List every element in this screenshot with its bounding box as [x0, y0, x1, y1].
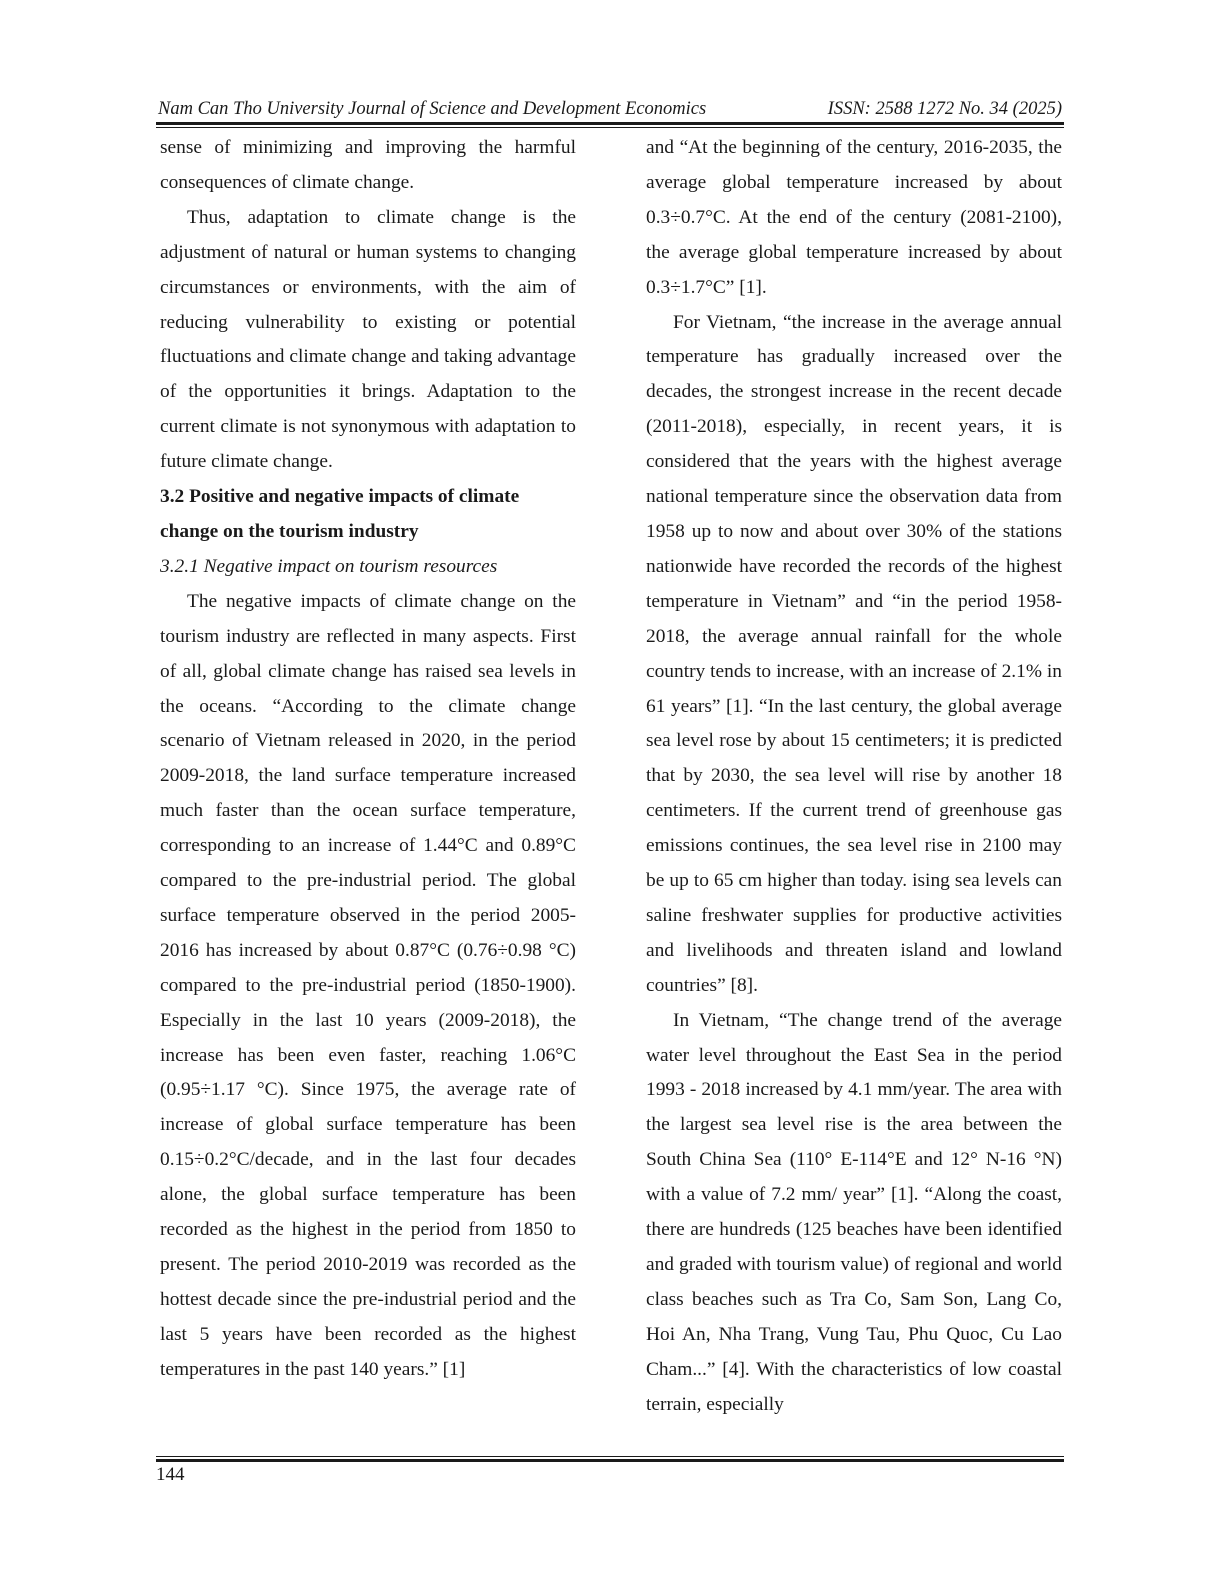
header-rule-thick: [156, 122, 1064, 125]
footer-rule-thin: [156, 1456, 1064, 1457]
section-heading: 3.2 Positive and negative impacts of climate change on the tourism industry: [160, 486, 520, 542]
footer-rule-thick: [156, 1459, 1064, 1462]
paragraph: sense of minimizing and improving the harmful consequences of climate change.: [160, 137, 576, 193]
page-number: 144: [156, 1464, 185, 1485]
paragraph: In Vietnam, “The change trend of the average water level throughout the East Sea in the period 1993 - 2018 increased by 4.1 mm/year. The area with the largest sea level rise is the area between the South China Sea (110° E-114°E and 12° N-16 °N) with a value of 7.2 mm/ year” [1]. “Along the coast, there are hundreds (125 beaches have been identified and graded with tourism value) of regional and world class beaches such as Tra Co, Sam Son, Lang Co, Hoi An, Nha Trang, Vung Tau, Phu Quoc, Cu Lao Cham...” [4]. With the characteristics of low coastal terrain, especially: [646, 1009, 1062, 1415]
paragraph: For Vietnam, “the increase in the average annual temperature has gradually increased over the decades, the strongest increase in the recent decade (2011-2018), especially, in recent years, it is considered that the years with the highest average national temperature since the observation data from 1958 up to now and about over 30% of the stations nationwide have recorded the records of the highest temperature in Vietnam” and “in the period 1958-2018, the average annual rainfall for the whole country tends to increase, with an increase of 2.1% in 61 years” [1]. “In the last century, the global average sea level rose by about 15 centimeters; it is predicted that by 2030, the sea level will rise by another 18 centimeters. If the current trend of greenhouse gas emissions continues, the sea level rise in 2100 may be up to 65 cm higher than today. ising sea levels can saline freshwater supplies for productive activities and livelihoods and threaten island and lowland countries” [8].: [646, 311, 1062, 996]
header-rule-thin: [156, 127, 1064, 128]
running-header: [158, 97, 1062, 121]
paragraph: Thus, adaptation to climate change is the adjustment of natural or human systems to changing circumstances or environments, with the aim of reducing vulnerability to existing or potential fluctuations and climate change and taking advantage of the opportunities it brings. Adaptation to the current climate is not synonymous with adaptation to future climate change.: [160, 206, 576, 473]
subsection-heading: 3.2.1 Negative impact on tourism resources: [160, 555, 498, 577]
journal-title: Nam Can Tho University Journal of Science and Development Economics: [158, 99, 707, 119]
paragraph: The negative impacts of climate change on the tourism industry are reflected in many aspects. First of all, global climate change has raised sea levels in the oceans. “According to the climate change scenario of Vietnam released in 2020, in the period 2009-2018, the land surface temperature increased much faster than the ocean surface temperature, corresponding to an increase of 1.44°C and 0.89°C compared to the pre-industrial period. The global surface temperature observed in the period 2005-2016 has increased by about 0.87°C (0.76÷0.98 °C) compared to the pre-industrial period (1850-1900). Especially in the last 10 years (2009-2018), the increase has been even faster, reaching 1.06°C (0.95÷1.17 °C). Since 1975, the average rate of increase of global surface temperature has been 0.15÷0.2°C/decade, and in the last four decades alone, the global surface temperature has been recorded as the highest in the period from 1850 to present. The period 2010-2019 was recorded as the hottest decade since the pre-industrial period and the last 5 years have been recorded as the highest temperatures in the past 140 years.” [1]: [160, 590, 576, 1380]
right-column: [646, 131, 1062, 1423]
left-column: [160, 131, 576, 1388]
paragraph: and “At the beginning of the century, 2016-2035, the average global temperature increased by about 0.3÷0.7°C. At the end of the century (2081-2100), the average global temperature increased by about 0.3÷1.7°C” [1].: [646, 137, 1062, 298]
issn-issue: ISSN: 2588 1272 No. 34 (2025): [827, 99, 1062, 119]
